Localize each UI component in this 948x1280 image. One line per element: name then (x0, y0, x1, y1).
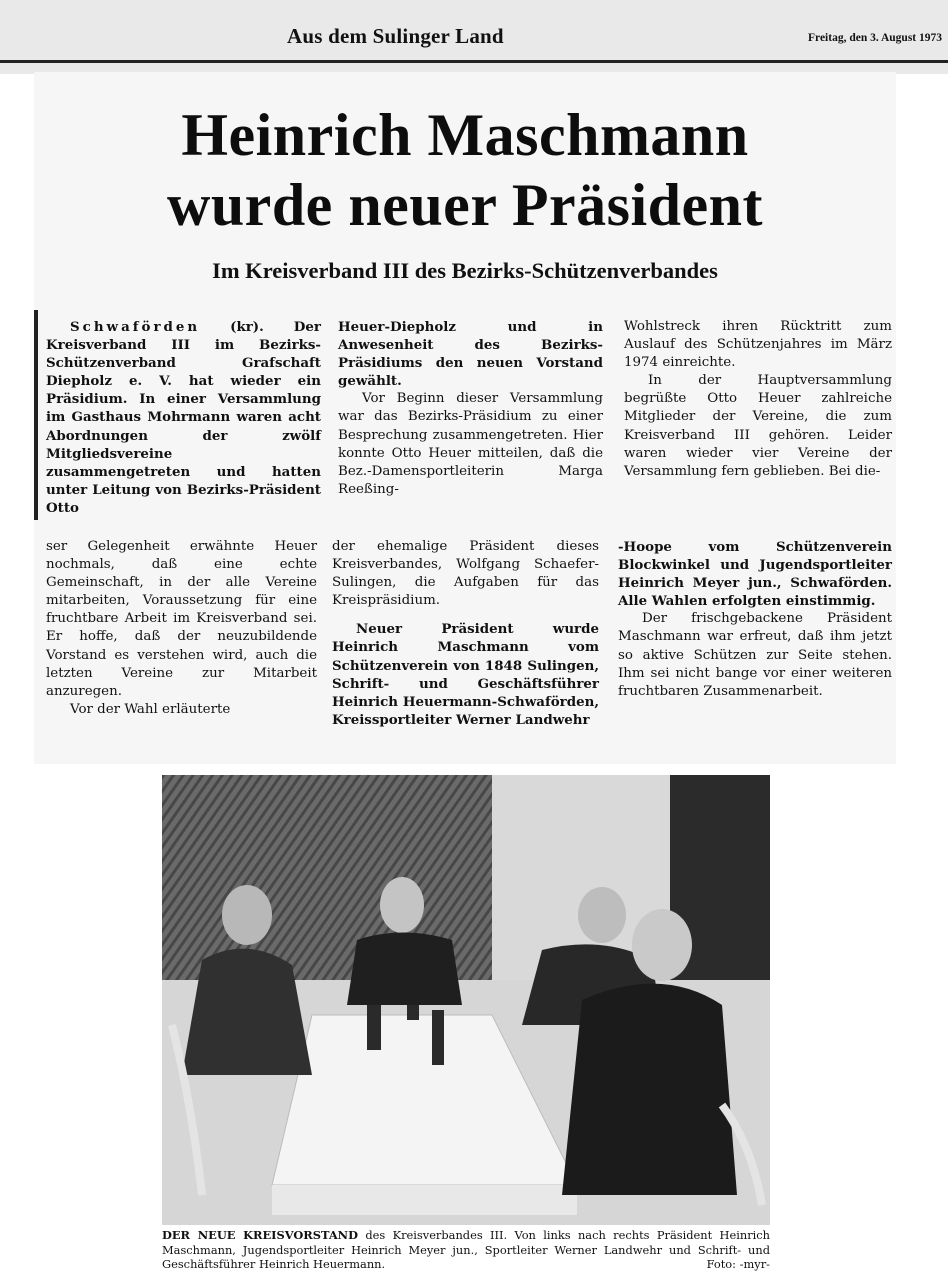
column-3-paragraph-3: -Hoope vom Schützenverein Blockwinkel und Jugendsportleiter Heinrich Meyer jun., Schwaförden. Alle Wahlen erfolgten einstimmig. (618, 539, 892, 610)
subheadline: Im Kreisverband III des Bezirks-Schützenverbandes (212, 258, 718, 283)
column-1-top (46, 318, 321, 517)
headline (34, 100, 896, 240)
person-face (578, 887, 626, 943)
photo-credit: Foto: -myr- (706, 1257, 770, 1272)
column-3-top (624, 318, 892, 481)
caption-text: des Kreisverbandes III. Von links nach rechts Präsident Heinrich Maschmann, Jugendsportleiter Heinrich Meyer jun., Sportleiter Werner Landwehr und Schrift- und Geschäftsführer Heinrich Heuermann. (162, 1228, 770, 1272)
column-3-paragraph-2: In der Hauptversammlung begrüßte Otto Heuer zahlreiche Mitglieder der Vereine, die zum Kreisverband III gehören. Leider waren wieder vier Vereine der Versammlung fern geblieben. Bei die- (624, 373, 892, 479)
election-result: Neuer Präsident wurde Heinrich Maschmann vom Schützenverein von 1848 Sulingen, Schrift- und Geschäftsführer Heinrich Heuermann-Schwaförden, Kreissportleiter Werner Landwehr (332, 621, 599, 728)
section-name: Aus dem Sulinger Land (287, 24, 504, 48)
person-2-body (347, 933, 462, 1006)
column-3-paragraph-1: Wohlstreck ihren Rücktritt zum Auslauf des Schützenjahres im März 1974 einreichte. (624, 319, 892, 371)
group-photo (162, 775, 770, 1225)
issue-date: Freitag, den 3. August 1973 (808, 32, 942, 44)
headline-line-2: wurde neuer Präsident (166, 172, 764, 238)
column-3-bottom (618, 538, 892, 701)
person-4-body (562, 984, 737, 1195)
photo-caption (162, 1228, 770, 1272)
column-2-lead: Heuer-Diepholz und in Anwesenheit des Bezirks-Präsidiums den neuen Vorstand gewählt. (338, 319, 603, 390)
caption-heading: DER NEUE KREISVORSTAND (162, 1228, 358, 1242)
column-3-paragraph-4: Der frischgebackene Präsident Maschmann war erfreut, daß ihm jetzt so aktive Schützen zur Seite stehen. Ihm sei nicht bange vor einer weiteren fruchtbaren Zusammenarbeit. (618, 611, 892, 699)
column-2-paragraph-3: der ehemalige Präsident dieses Kreisverbandes, Wolfgang Schaefer-Sulingen, die Aufgaben für das Kreispräsidium. (332, 539, 599, 609)
column-1-bottom (46, 538, 317, 719)
person-face (632, 909, 692, 981)
lead-paragraph (46, 318, 321, 517)
column-2-paragraph: Vor Beginn dieser Versammlung war das Bezirks-Präsidium zu einer Besprechung zusammengetreten. Hier konnte Otto Heuer mitteilen, daß die Bez.-Damensportleiterin Marga Reeßing- (338, 391, 603, 497)
header-rule (0, 60, 948, 63)
column-2-top (338, 318, 603, 499)
column-1-paragraph-2: Vor der Wahl erläuterte (70, 701, 231, 717)
lead-text: (kr). Der Kreisverband III im Bezirks-Schützenverband Grafschaft Diepholz e. V. hat wieder ein Präsidium. In einer Versammlung im Gasthaus Mohrmann waren acht Abordnungen der zwölf Mitgliedsvereine zusammengetreten und hatten unter Leitung von Bezirks-Präsident Otto (46, 319, 321, 516)
person-face (380, 877, 424, 933)
bottle (367, 1000, 381, 1050)
bottle (432, 1010, 444, 1065)
column-2-bottom (332, 538, 599, 729)
column-1-paragraph-1: ser Gelegenheit erwähnte Heuer nochmals, daß eine echte Gemeinschaft, in der alle Vereine mitarbeiten, Voraussetzung für eine fruchtbare Arbeit im Kreisverband sei. Er hoffe, daß der neuzubildende Vorstand es verstehen wird, auch die letzten Vereine zur Mitarbeit anzuregen. (46, 539, 317, 699)
headline-line-1: Heinrich Maschmann (181, 102, 749, 168)
tablecloth-drape (272, 1185, 577, 1215)
dateline-place: Schwaförden (70, 319, 201, 335)
person-face (222, 885, 272, 945)
lead-marker (34, 310, 44, 520)
photo-image (162, 775, 770, 1225)
